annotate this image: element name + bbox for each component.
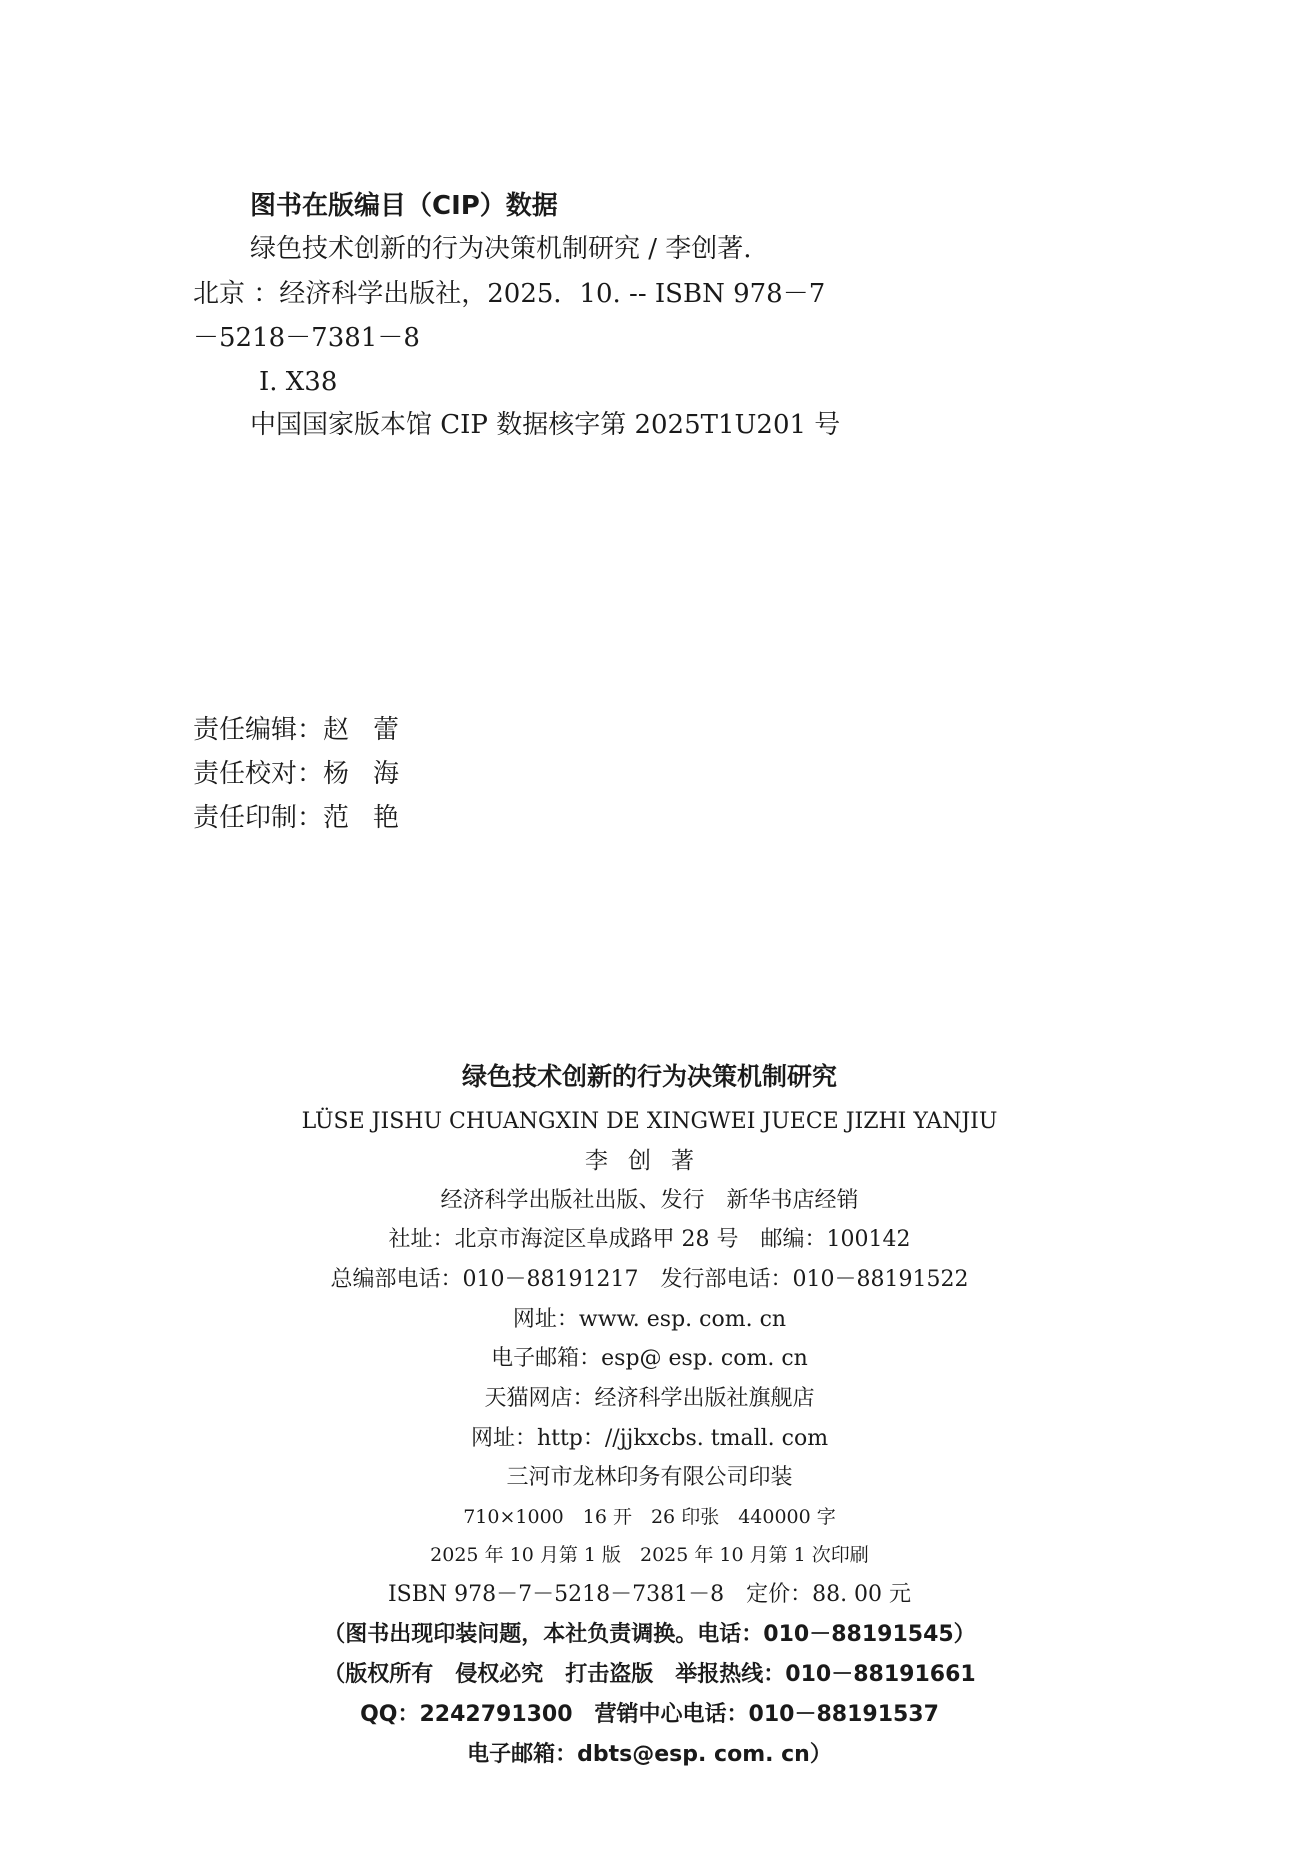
imprint-email: 电子邮箱：esp@ esp. com. cn xyxy=(491,1346,808,1371)
credit-person: 范艳 xyxy=(323,803,424,833)
credit-role: 责任校对： xyxy=(193,759,324,789)
cip-isbn-line: －5218－7381－8 xyxy=(193,323,420,353)
imprint-phones: 总编部电话：010－88191217 发行部电话：010－88191522 xyxy=(330,1267,969,1292)
imprint-author: 李创著 xyxy=(585,1148,714,1174)
imprint-address: 社址：北京市海淀区阜成路甲 28 号 邮编：100142 xyxy=(388,1227,911,1252)
cip-heading: 图书在版编目（CIP）数据 xyxy=(250,191,558,221)
imprint-website: 网址：www. esp. com. cn xyxy=(512,1307,787,1332)
imprint-tmall: 天猫网店：经济科学出版社旗舰店 xyxy=(484,1386,815,1411)
imprint-publisher: 经济科学出版社出版、发行 新华书店经销 xyxy=(440,1188,859,1213)
credit-person: 杨海 xyxy=(323,759,424,789)
cip-record-line: 中国国家版本馆 CIP 数据核字第 2025T1U201 号 xyxy=(250,410,841,440)
imprint-isbn-price: ISBN 978－7－5218－7381－8 定价：88. 00 元 xyxy=(387,1582,912,1607)
credit-editor xyxy=(193,717,423,743)
imprint-tmall-url: 网址：http：//jjkxcbs. tmall. com xyxy=(470,1426,829,1451)
imprint-format: 710×1000 16 开 26 印张 440000 字 xyxy=(463,1506,836,1528)
cip-publisher-line: 北京 ：经济科学出版社，2025．10. -- ISBN 978－7 xyxy=(193,279,826,309)
imprint-edition: 2025 年 10 月第 1 版 2025 年 10 月第 1 次印刷 xyxy=(430,1544,869,1566)
imprint-notice-copyright: （版权所有 侵权必究 打击盗版 举报热线：010－88191661 xyxy=(323,1662,976,1687)
cip-title-line: 绿色技术创新的行为决策机制研究 / 李创著. xyxy=(250,234,752,264)
imprint-notice-email: 电子邮箱：dbts@esp. com. cn） xyxy=(467,1742,832,1767)
imprint-printer: 三河市龙林印务有限公司印装 xyxy=(506,1465,793,1490)
imprint-notice-contact: QQ：2242791300 营销中心电话：010－88191537 xyxy=(360,1702,939,1727)
imprint-title: 绿色技术创新的行为决策机制研究 xyxy=(461,1062,837,1091)
credit-proofreader xyxy=(193,761,423,787)
imprint-pinyin: LÜSE JISHU CHUANGXIN DE XINGWEI JUECE JIZHI YANJIU xyxy=(301,1109,998,1134)
credit-printing xyxy=(193,805,423,831)
credit-role: 责任编辑： xyxy=(193,715,324,745)
imprint-notice-quality: （图书出现印装问题，本社负责调换。电话：010－88191545） xyxy=(323,1622,976,1647)
credit-person: 赵蕾 xyxy=(323,715,424,745)
cip-classification-line: Ⅰ. X38 xyxy=(259,367,338,397)
credit-role: 责任印制： xyxy=(193,803,324,833)
